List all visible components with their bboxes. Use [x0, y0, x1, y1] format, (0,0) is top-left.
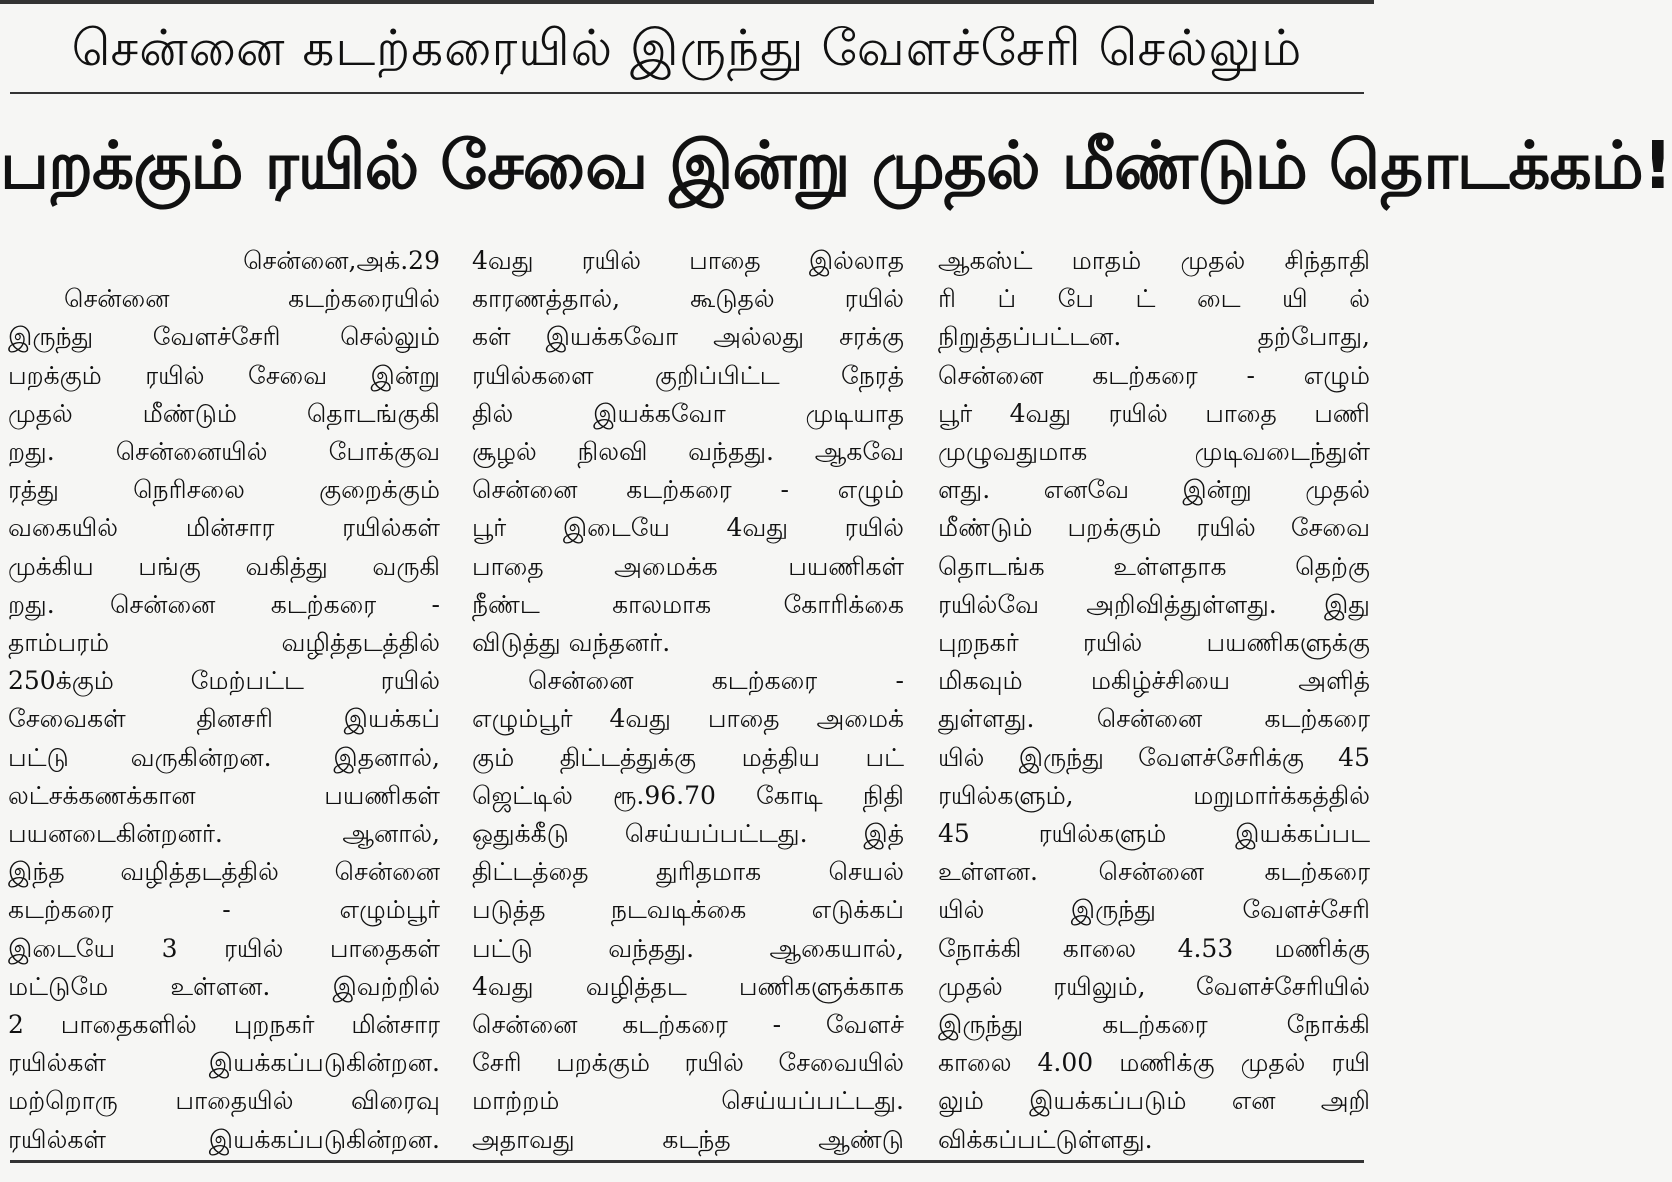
article-line: சென்னை கடற்கரையில்	[64, 284, 440, 314]
article-line: மட்டுமே உள்ளன. இவற்றில்	[8, 971, 440, 1001]
article-line: கும் திட்டத்துக்கு மத்திய பட்	[472, 742, 904, 772]
article-line: பாதை அமைக்க பயணிகள்	[472, 551, 904, 581]
article-line: மிகவும் மகிழ்ச்சியை அளித்	[938, 666, 1370, 696]
article-line: சென்னை கடற்கரை -	[528, 666, 904, 696]
article-line: சேரி பறக்கும் ரயில் சேவையில்	[472, 1048, 904, 1078]
article-line: ளது. எனவே இன்று முதல்	[938, 475, 1370, 505]
article-line: சென்னை கடற்கரை - எழும்	[472, 475, 904, 505]
article-line: முழுவதுமாக முடிவடைந்துள்	[938, 437, 1370, 467]
article-line: ரத்து நெரிசலை குறைக்கும்	[8, 475, 440, 505]
article-line: சென்னை கடற்கரை - எழும்	[938, 360, 1370, 390]
article-line: நோக்கி காலை 4.53 மணிக்கு	[938, 933, 1370, 963]
article-line: படுத்த நடவடிக்கை எடுக்கப்	[472, 895, 904, 925]
article-line: 2 பாதைகளில் புறநகர் மின்சார	[8, 1010, 440, 1040]
article-line: மற்றொரு பாதையில் விரைவு	[8, 1086, 440, 1116]
article-line: பயனடைகின்றனர். ஆனால்,	[8, 819, 440, 849]
article-line: நீண்ட காலமாக கோரிக்கை	[472, 589, 904, 619]
article-line: லட்சக்கணக்கான பயணிகள்	[8, 780, 440, 810]
article-line: இருந்து வேளச்சேரி செல்லும்	[8, 322, 440, 352]
article-line: எழும்பூர் 4வது பாதை அமைக்	[472, 704, 904, 734]
article-line: றது. சென்னை கடற்கரை -	[8, 589, 440, 619]
article-line: பூர் 4வது ரயில் பாதை பணி	[938, 398, 1370, 428]
article-line: ரயில்கள் இயக்கப்படுகின்றன.	[8, 1048, 440, 1078]
article-line: கடற்கரை - எழும்பூர்	[8, 895, 440, 925]
article-line: கள் இயக்கவோ அல்லது சரக்கு	[472, 322, 904, 352]
article-line: இருந்து கடற்கரை நோக்கி	[938, 1010, 1370, 1040]
article-line: ரயில்களை குறிப்பிட்ட நேரத்	[472, 360, 904, 390]
article-line: ஜெட்டில் ரூ.96.70 கோடி நிதி	[472, 780, 904, 810]
article-line: றது. சென்னையில் போக்குவ	[8, 437, 440, 467]
article-line: முதல் மீண்டும் தொடங்குகி	[8, 398, 440, 428]
article-line: பட்டு வருகின்றன. இதனால்,	[8, 742, 440, 772]
article-line: இந்த வழித்தடத்தில் சென்னை	[8, 857, 440, 887]
main-headline: பறக்கும் ரயில் சேவை இன்று முதல் மீண்டும் தொடக்கம்!	[0, 127, 1672, 204]
top-rule	[0, 0, 1374, 4]
article-line: விக்கப்பட்டுள்ளது.	[938, 1124, 1153, 1154]
article-column-3	[938, 242, 1370, 1154]
article-line: சூழல் நிலவி வந்தது. ஆகவே	[472, 437, 904, 467]
article-line: அதாவது கடந்த ஆண்டு	[472, 1124, 904, 1154]
article-line: 45 ரயில்களும் இயக்கப்பட	[938, 819, 1370, 849]
article-line: முதல் ரயிலும், வேளச்சேரியில்	[938, 971, 1370, 1001]
article-line: ரயில்வே அறிவித்துள்ளது. இது	[938, 589, 1370, 619]
article-line: 250க்கும் மேற்பட்ட ரயில்	[8, 666, 440, 696]
article-line: விடுத்து வந்தனர்.	[472, 628, 671, 658]
article-line: வகையில் மின்சார ரயில்கள்	[8, 513, 440, 543]
article-line: துள்ளது. சென்னை கடற்கரை	[938, 704, 1370, 734]
kicker-headline: சென்னை கடற்கரையில் இருந்து வேளச்சேரி செல்லும்	[71, 19, 1303, 77]
article-line: மாற்றம் செய்யப்பட்டது.	[472, 1086, 904, 1116]
article-line: காலை 4.00 மணிக்கு முதல் ரயி	[938, 1048, 1370, 1078]
article-body	[8, 242, 1370, 1154]
article-line: 4வது ரயில் பாதை இல்லாத	[472, 246, 904, 275]
article-line: முக்கிய பங்கு வகித்து வருகி	[8, 551, 440, 581]
article-column-2	[472, 242, 904, 1154]
article-line: காரணத்தால், கூடுதல் ரயில்	[472, 284, 904, 314]
article-line: பட்டு வந்தது. ஆகையால்,	[472, 933, 904, 963]
article-line: ரயில்கள் இயக்கப்படுகின்றன.	[8, 1124, 440, 1154]
article-line: தில் இயக்கவோ முடியாத	[472, 398, 904, 428]
article-line: ஒதுக்கீடு செய்யப்பட்டது. இத்	[472, 819, 904, 849]
article-line: உள்ளன. சென்னை கடற்கரை	[938, 857, 1370, 887]
bottom-rule	[10, 1160, 1364, 1163]
article-line: யில் இருந்து வேளச்சேரிக்கு 45	[938, 742, 1370, 772]
article-line: சேவைகள் தினசரி இயக்கப்	[8, 704, 440, 734]
article-line: லும் இயக்கப்படும் என அறி	[938, 1086, 1370, 1116]
article-line: 4வது வழித்தட பணிகளுக்காக	[472, 971, 904, 1001]
article-column-1	[8, 242, 440, 1154]
article-line: இடையே 3 ரயில் பாதைகள்	[8, 933, 440, 963]
article-line: சென்னை கடற்கரை - வேளச்	[472, 1010, 904, 1040]
article-line: மீண்டும் பறக்கும் ரயில் சேவை	[938, 513, 1370, 543]
article-line: புறநகர் ரயில் பயணிகளுக்கு	[938, 628, 1370, 658]
article-line: ரி ப் பே ட் டை யி ல்	[938, 284, 1370, 314]
article-line: யில் இருந்து வேளச்சேரி	[938, 895, 1370, 925]
article-line: தாம்பரம் வழித்தடத்தில்	[8, 628, 440, 658]
article-line: பறக்கும் ரயில் சேவை இன்று	[8, 360, 440, 390]
dateline: சென்னை,அக்.29	[243, 246, 440, 275]
article-line: ரயில்களும், மறுமார்க்கத்தில்	[938, 780, 1370, 810]
headline-divider	[10, 92, 1364, 94]
article-line: திட்டத்தை துரிதமாக செயல்	[472, 857, 904, 887]
article-line: நிறுத்தப்பட்டன. தற்போது,	[938, 322, 1370, 352]
article-line: ஆகஸ்ட் மாதம் முதல் சிந்தாதி	[938, 246, 1370, 275]
article-line: பூர் இடையே 4வது ரயில்	[472, 513, 904, 543]
article-line: தொடங்க உள்ளதாக தெற்கு	[938, 551, 1370, 581]
